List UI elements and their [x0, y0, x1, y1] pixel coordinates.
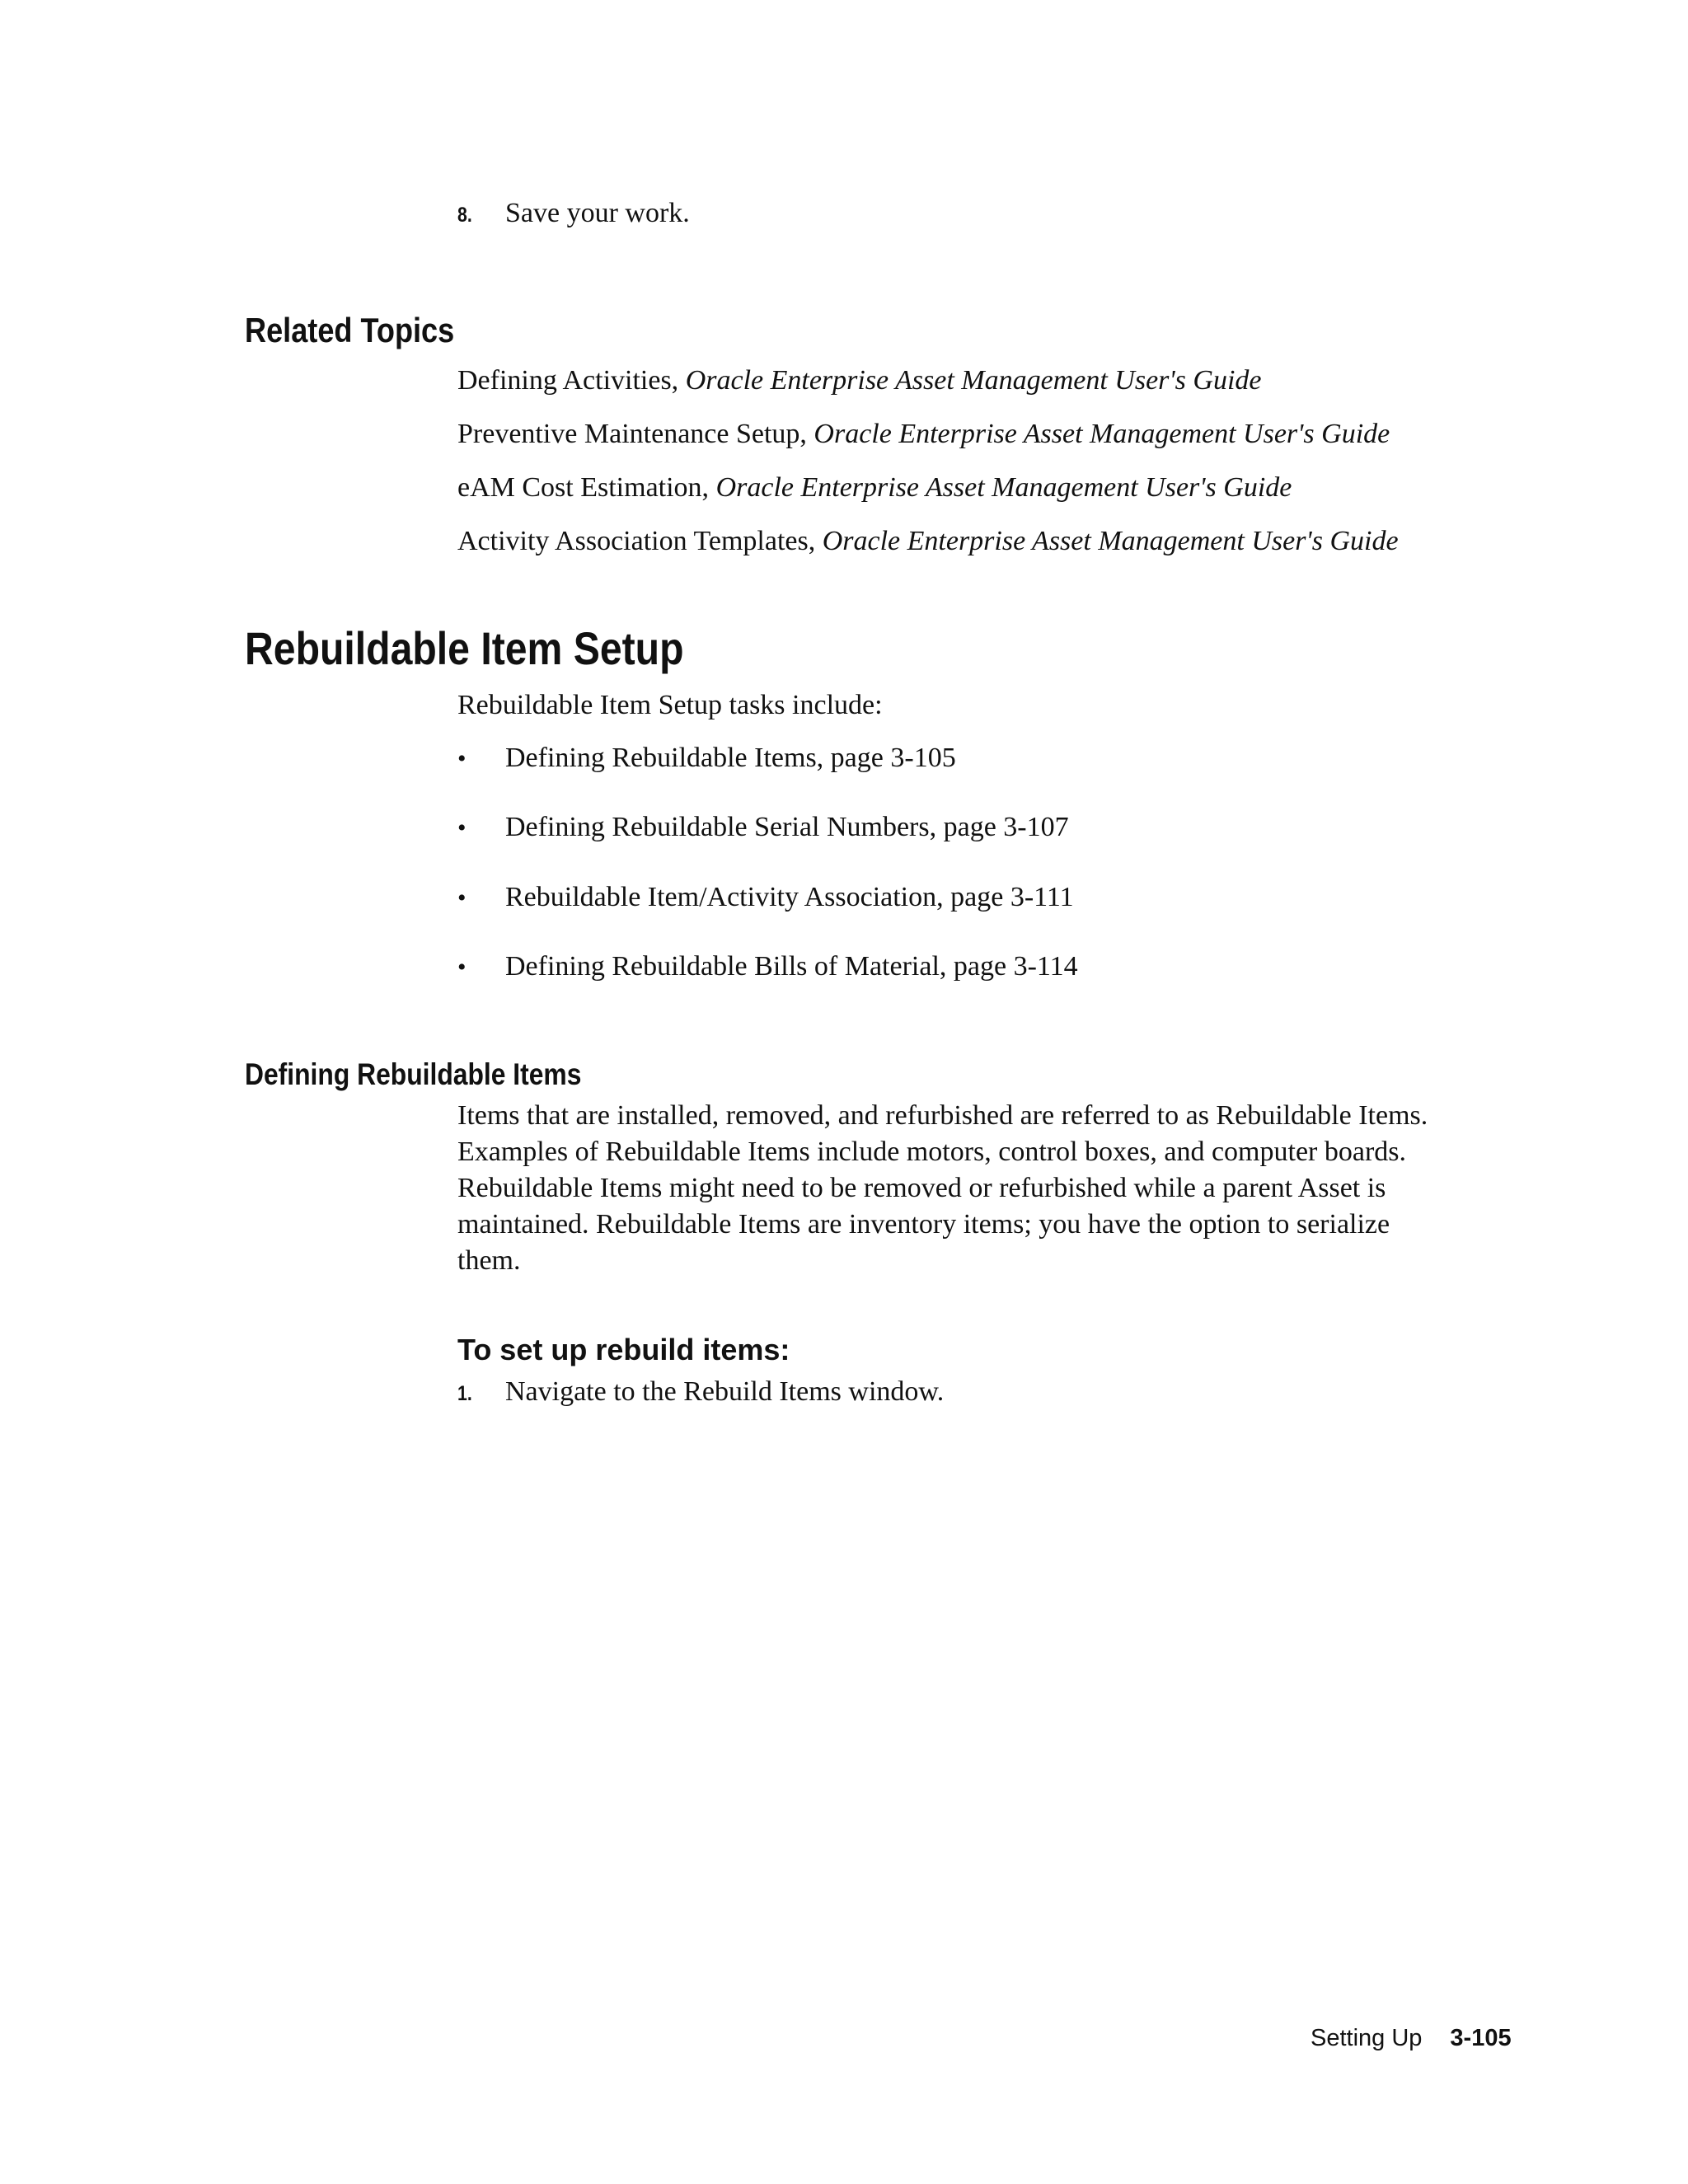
- related-topic-title: Preventive Maintenance Setup,: [457, 419, 814, 449]
- section-intro: Rebuildable Item Setup tasks include:: [457, 690, 883, 720]
- procedure-heading: To set up rebuild items:: [457, 1333, 790, 1366]
- related-topics-heading: Related Topics: [245, 311, 455, 349]
- step-number: 8.: [457, 204, 472, 227]
- step-8: [457, 198, 690, 229]
- paragraph-line: Rebuildable Items might need to be removed or refurbished while a parent Asset is: [457, 1173, 1386, 1203]
- related-topic-item: [457, 523, 1399, 577]
- footer-section-title: Setting Up: [1311, 2025, 1423, 2051]
- task-item: [457, 879, 1078, 949]
- related-topic-title: eAM Cost Estimation,: [457, 472, 716, 503]
- related-topic-book: Oracle Enterprise Asset Management User's Guide: [814, 419, 1390, 449]
- paragraph-line: Items that are installed, removed, and refurbished are referred to as Rebuildable Items.: [457, 1100, 1428, 1131]
- related-topic-item: [457, 416, 1399, 470]
- task-list: [457, 740, 1078, 1018]
- task-link[interactable]: Defining Rebuildable Bills of Material, page 3-114: [505, 950, 1078, 982]
- bullet-icon: •: [457, 745, 467, 772]
- related-topic-link[interactable]: [457, 365, 1262, 396]
- related-topic-title: Defining Activities,: [457, 365, 686, 396]
- bullet-icon: •: [457, 883, 467, 912]
- subsection-heading: Defining Rebuildable Items: [245, 1057, 582, 1091]
- paragraph-line: maintained. Rebuildable Items are inventory items; you have the option to serialize: [457, 1209, 1390, 1240]
- paragraph-line: Examples of Rebuildable Items include motors, control boxes, and computer boards.: [457, 1137, 1407, 1167]
- footer-page-number: 3-105: [1450, 2025, 1512, 2051]
- related-topic-title: Activity Association Templates,: [457, 526, 823, 556]
- task-item: [457, 809, 1078, 879]
- related-topic-link[interactable]: [457, 472, 1292, 503]
- bullet-icon: •: [457, 814, 467, 842]
- bullet-icon: •: [457, 953, 467, 981]
- step-text: Save your work.: [505, 198, 690, 228]
- step-text: Navigate to the Rebuild Items window.: [505, 1376, 945, 1407]
- task-link[interactable]: Rebuildable Item/Activity Association, page 3-111: [505, 881, 1074, 912]
- task-link[interactable]: Defining Rebuildable Serial Numbers, page 3-107: [505, 812, 1069, 843]
- step-number: 1.: [457, 1382, 472, 1405]
- task-item: [457, 740, 1078, 809]
- section-heading: Rebuildable Item Setup: [245, 622, 684, 674]
- task-item: [457, 949, 1078, 1018]
- related-topic-link[interactable]: [457, 419, 1390, 449]
- page-footer: [1311, 2022, 1512, 2055]
- related-topic-item: [457, 470, 1399, 523]
- related-topic-book: Oracle Enterprise Asset Management User's Guide: [715, 472, 1292, 503]
- related-topic-item: [457, 363, 1399, 416]
- related-topic-book: Oracle Enterprise Asset Management User's Guide: [822, 526, 1399, 556]
- task-link[interactable]: Defining Rebuildable Items, page 3-105: [505, 743, 956, 773]
- description-paragraph: [457, 1098, 1529, 1279]
- step-1: [457, 1376, 944, 1408]
- related-topic-link[interactable]: [457, 526, 1399, 556]
- related-topics-list: [457, 363, 1399, 577]
- related-topic-book: Oracle Enterprise Asset Management User's Guide: [685, 365, 1262, 396]
- paragraph-line: them.: [457, 1245, 521, 1276]
